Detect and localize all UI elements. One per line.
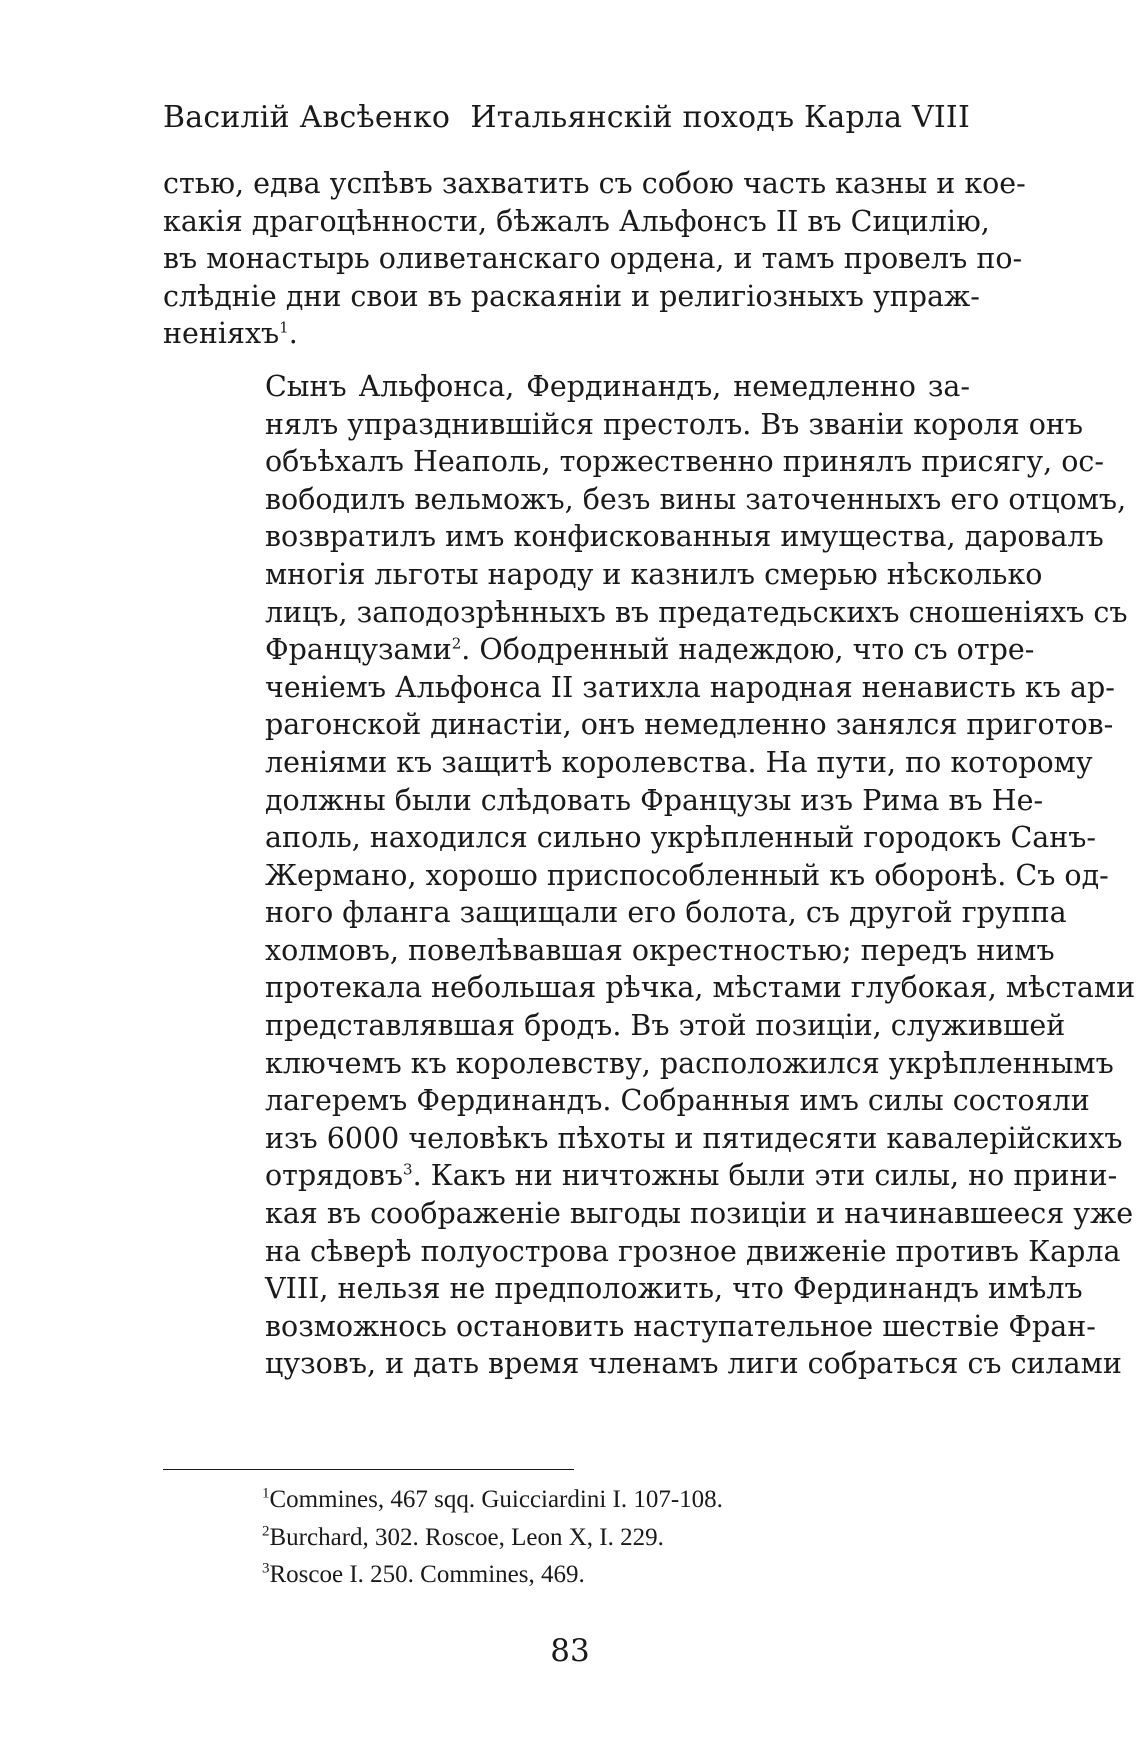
text-fragment: неніяхъ xyxy=(163,317,280,351)
paragraph-2 xyxy=(163,368,1136,1383)
paragraph-1 xyxy=(163,165,1026,353)
footnote-divider xyxy=(163,1469,574,1470)
text-line: протекала небольшая рѣчка, мѣстами глубокая, мѣстами xyxy=(265,971,1136,1005)
text-line xyxy=(163,631,1035,669)
text-line: на сѣверѣ полуострова грозное движеніе противъ Карла xyxy=(265,1234,1121,1268)
body-text xyxy=(163,165,1136,1383)
text-line: слѣдніе дни свои въ раскаяніи и религіозныхъ упраж- xyxy=(163,279,980,313)
text-line: Сынъ Альфонса, Фердинандъ, немедленно за- xyxy=(265,369,970,403)
footnote-ref-1: 1 xyxy=(279,318,289,337)
footnote-text: Burchard, 302. Roscoe, Leon X, I. 229. xyxy=(269,1523,664,1551)
text-line: представлявшая бродъ. Въ этой позиціи, служившей xyxy=(265,1009,1066,1043)
footnotes xyxy=(262,1481,723,1594)
footnote-ref-2: 2 xyxy=(451,634,462,653)
text-line: вободилъ вельможъ, безъ вины заточенныхъ его отцомъ, xyxy=(265,482,1127,516)
text-line: нялъ упразднившійся престолъ. Въ званіи короля онъ xyxy=(265,407,1084,441)
text-line: ного фланга защищали его болота, съ другой группа xyxy=(265,896,1067,930)
footnote-ref-3: 3 xyxy=(403,1160,413,1179)
text-fragment: Французами xyxy=(265,633,452,667)
text-line: Жермано, хорошо приспособленный къ оборонѣ. Съ од- xyxy=(265,858,1109,892)
running-header xyxy=(163,98,970,138)
text-fragment: отрядовъ xyxy=(265,1159,404,1193)
text-line: холмовъ, повелѣвавшая окрестностью; передъ нимъ xyxy=(265,933,1055,967)
text-line: должны были слѣдовать Французы изъ Рима въ Не- xyxy=(265,783,1044,817)
text-line xyxy=(163,1157,1118,1195)
text-line: возможнось остановить наступательное шествіе Фран- xyxy=(265,1309,1096,1343)
text-fragment: . Ободренный надеждою, что съ отре- xyxy=(461,633,1035,667)
footnote-text: Roscoe I. 250. Commines, 469. xyxy=(269,1561,585,1588)
footnote-2 xyxy=(262,1519,723,1557)
text-line: ченіемъ Альфонса II затихла народная ненависть къ ар- xyxy=(265,670,1115,704)
text-line: лагеремъ Фердинандъ. Собранныя имъ силы состояли xyxy=(265,1084,1090,1118)
footnote-1 xyxy=(262,1481,723,1519)
text-fragment: . Какъ ни ничтожны были эти силы, но прини- xyxy=(412,1159,1118,1193)
text-line: многія льготы народу и казнилъ смерью нѣсколько xyxy=(265,557,1043,591)
text-line: VIII, нельзя не предположить, что Фердинандъ имѣлъ xyxy=(265,1272,1083,1306)
footnote-text: Commines, 467 sqq. Guicciardini I. 107-108. xyxy=(269,1486,723,1513)
footnote-3 xyxy=(262,1556,723,1594)
footnote-number: 2 xyxy=(262,1523,270,1540)
text-line: ключемъ къ королевству, расположился укрѣпленнымъ xyxy=(265,1046,1114,1080)
text-fragment: . xyxy=(288,317,298,351)
footnote-number: 1 xyxy=(262,1485,270,1502)
text-line: въ монастырь оливетанскаго ордена, и тамъ провелъ по- xyxy=(163,242,1023,276)
text-line: аполь, находился сильно укрѣпленный городокъ Санъ- xyxy=(265,821,1097,855)
text-line: объѣхалъ Неаполь, торжественно принялъ присягу, ос- xyxy=(265,445,1104,479)
text-line xyxy=(163,315,970,353)
text-line: стью, едва успѣвъ захватить съ собою часть казны и кое- xyxy=(163,167,1026,200)
header-author: Василій Авсѣенко xyxy=(163,100,451,135)
text-line: изъ 6000 человѣкъ пѣхоты и пятидесяти кавалерійскихъ xyxy=(265,1121,1123,1155)
header-title: Итальянскій походъ Карла VIII xyxy=(470,100,970,135)
text-line: кая въ соображеніе выгоды позиціи и начинавшееся уже xyxy=(265,1197,1134,1231)
text-line: возвратилъ имъ конфискованныя имущества, даровалъ xyxy=(265,520,1104,554)
page-number: 83 xyxy=(550,1633,590,1669)
text-line: какія драгоцѣнности, бѣжалъ Альфонсъ II въ Сицилію, xyxy=(163,204,990,238)
text-line: рагонской династіи, онъ немедленно занялся приготов- xyxy=(265,708,1114,742)
text-line: лицъ, заподозрѣнныхъ въ предатедьскихъ сношеніяхъ съ xyxy=(265,595,1128,629)
text-line: леніями къ защитѣ королевства. На пути, по которому xyxy=(265,745,1093,779)
text-line: цузовъ, и дать время членамъ лиги собраться съ силами xyxy=(265,1347,1122,1381)
footnote-number: 3 xyxy=(262,1560,270,1577)
